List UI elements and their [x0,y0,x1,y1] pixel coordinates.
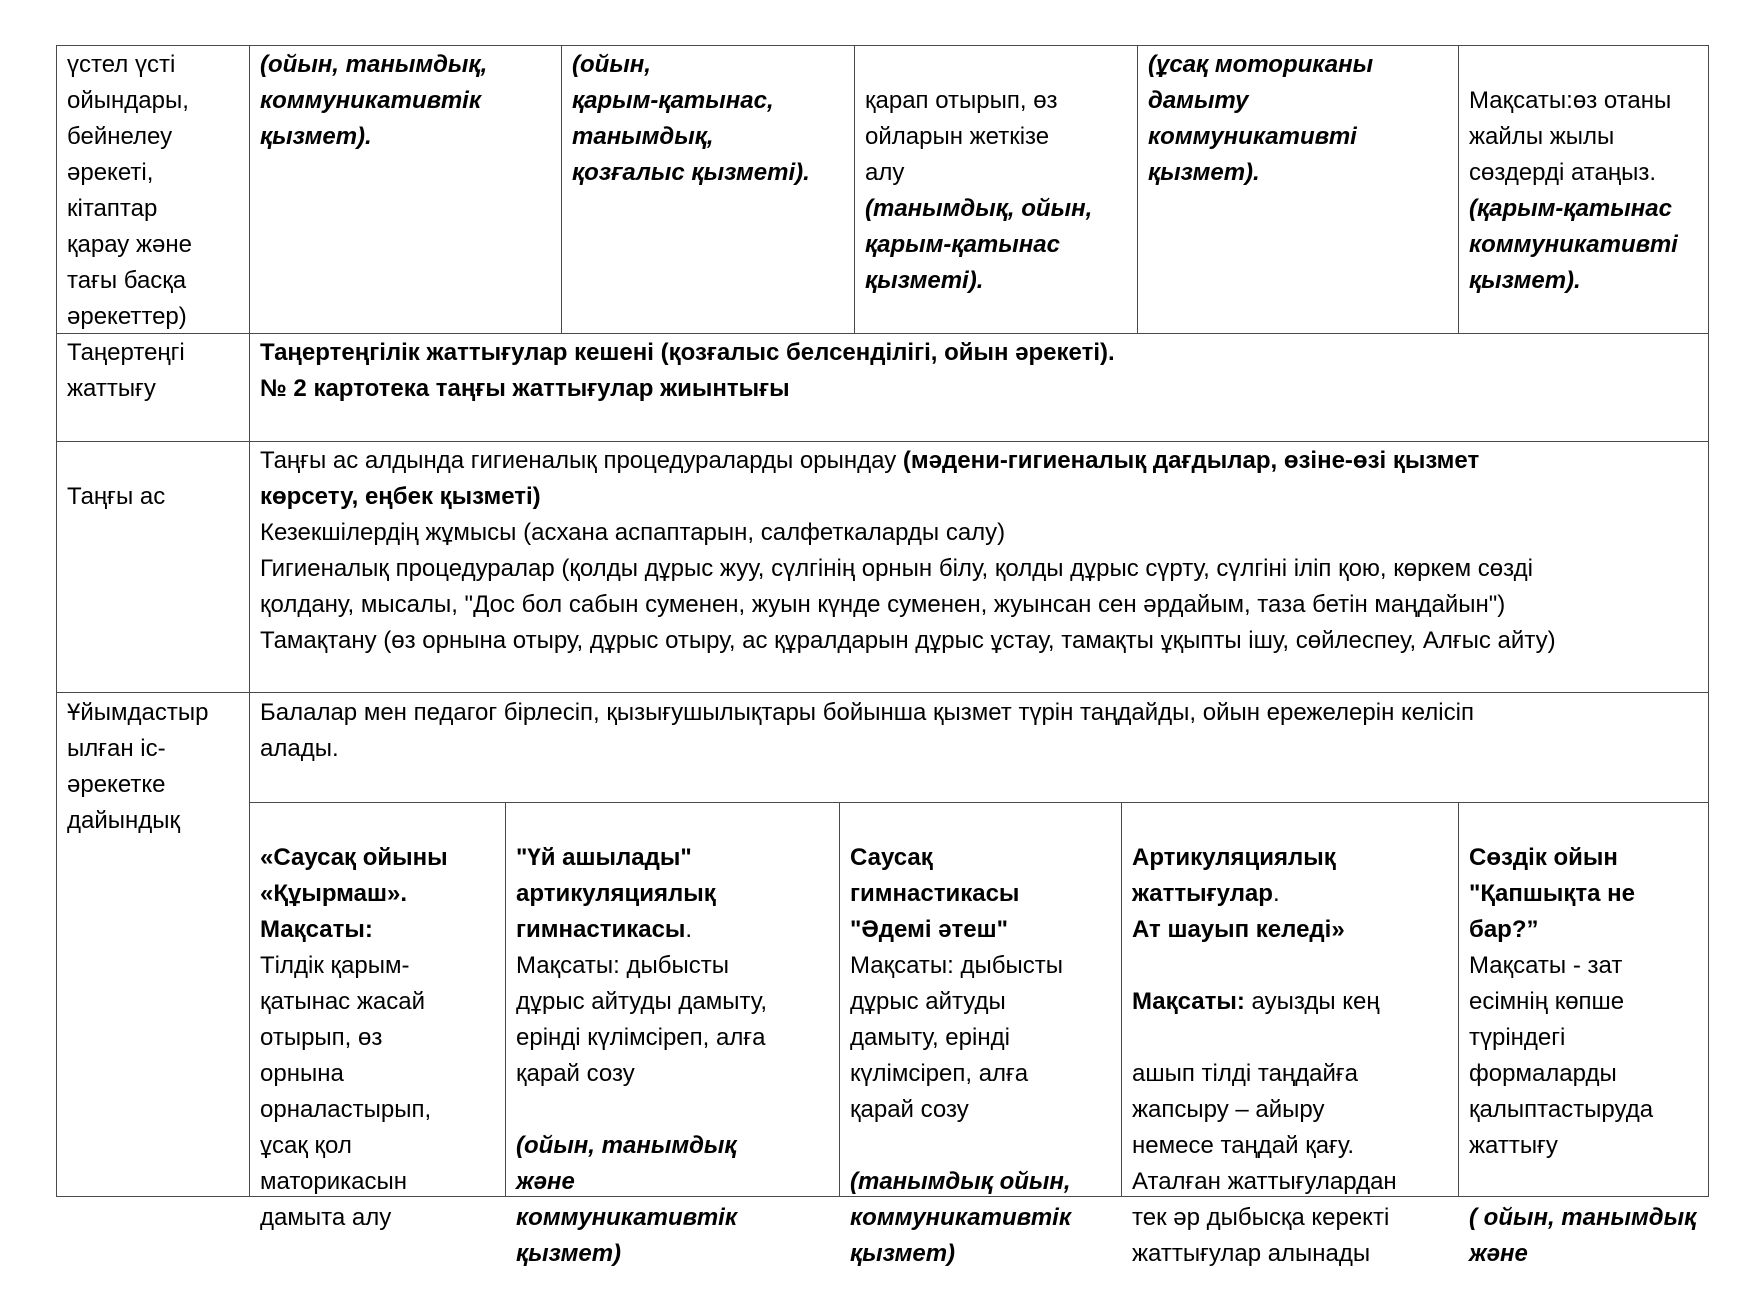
prep-activity-4-goal-start: ауызды кең [1244,988,1380,1015]
prep-activity-1-title: «Саусақ ойыны «Құырмаш». Мақсаты: [260,844,448,943]
breakfast-line-2: көрсету, еңбек қызметі) [260,483,541,510]
activity-3-tags: (танымдық, ойын, қарым-қатынас қызметі). [865,195,1093,294]
column-divider [839,802,840,1196]
prep-activity-4-goal-label: Мақсаты: [1132,988,1245,1015]
label-column-divider [249,45,250,1197]
row-label-preparation: Ұйымдастыр ылған іс- әрекетке дайындық [67,699,209,834]
row-label-exercise: Таңертеңгі жаттығу [67,339,185,402]
prep-activity-2-title: "Үй ашылады" артикуляциялық гимнастикасы [516,844,716,943]
subtable-divider [249,802,1708,803]
exercise-line-1: Таңертеңгілік жаттығулар кешені (қозғалыс белсенділігі, ойын әрекеті). [260,339,1115,366]
prep-activity-5-text: Мақсаты - зат есімнің көпше түріндегі формаларды қалыптастыруда жаттығу [1469,952,1654,1159]
table-border-right [1708,45,1709,1197]
column-divider [1458,802,1459,1196]
exercise-line-2: № 2 картотека таңғы жаттығулар жиынтығы [260,375,790,402]
row-divider [56,441,1708,442]
breakfast-procedure-text: Таңғы ас алдында гигиеналық процедураларды орындау [260,447,903,474]
prep-activity-4-title: Артикуляциялық жаттығулар [1132,844,1336,907]
breakfast-line-1 [260,443,1479,479]
prep-activity-4 [1132,804,1397,1308]
prep-activity-4-subtitle: Ат шауып келеді» [1132,916,1345,943]
row-label-activities: үстел үсті ойындары, бейнелеу әрекеті, кітаптар қарау және тағы басқа әрекеттер) [67,51,192,330]
cell-activity-2: (ойын, қарым-қатынас, танымдық, қозғалыс қызметі). [572,51,810,186]
prep-activity-4-text: ашып тілді таңдайға жапсыру – айыру немесе таңдай қағу. Аталған жаттығулардан тек әр дыбысқа керекті жаттығулар алынады [1132,1060,1397,1267]
breakfast-line-3: Кезекшілердің жұмысы (асхана аспаптарын, салфеткаларды салу) [260,519,1006,546]
prep-activity-2-text: Мақсаты: дыбысты дұрыс айтуды дамыту, ерінді күлімсіреп, алға қарай созу [516,952,768,1087]
breakfast-line-4: Гигиеналық процедуралар (қолды дұрыс жуу, сүлгінің орнын білу, қолды дұрыс сүрту, сүлгіні іліп қою, көркем сөзді [260,555,1533,582]
prep-activity-5-title: Сөздік ойын "Қапшықта не бар?” [1469,844,1635,943]
column-divider [854,45,855,333]
column-divider [1137,45,1138,333]
row-label-breakfast: Таңғы ас [67,483,166,510]
prep-activity-1-text: Тілдік қарым- қатынас жасай отырып, өз орнына орналастырып, ұсақ қол маторикасын дамыта алу [260,952,432,1231]
prep-activity-2 [516,804,767,1308]
prep-activity-3 [850,804,1071,1308]
prep-activity-3-text: Мақсаты: дыбысты дұрыс айтуды дамыту, ерінді күлімсіреп, алға қарай созу [850,952,1063,1123]
column-divider [505,802,506,1196]
prep-activity-5 [1469,804,1696,1308]
cell-activity-1: (ойын, танымдық, коммуникативтік қызмет). [260,51,488,150]
activity-5-tags: (қарым-қатынас коммуникативті қызмет). [1469,195,1678,294]
prep-activity-1 [260,804,448,1272]
cell-activity-4: (ұсақ моториканы дамыту коммуникативті қызмет). [1148,51,1374,186]
breakfast-line-5: қолдану, мысалы, "Дос бол сабын суменен, жуын күнде суменен, жуынсан сен әрдайым, таза бетін маңдайын") [260,591,1506,618]
breakfast-procedure-tags: (мәдени-гигиеналық дағдылар, өзіне-өзі қызмет [902,447,1480,474]
breakfast-line-6: Тамақтану (өз орнына отыру, дұрыс отыру, ас құралдарын дұрыс ұстау, тамақты ұқыпты ішу, сөйлеспеу, Алғыс айту) [260,627,1556,654]
column-divider [561,45,562,333]
prep-activity-2-dot: . [685,916,693,943]
activity-5-text: Мақсаты:өз отаны жайлы жылы сөздерді атаңыз. [1469,87,1672,186]
prep-activity-4-goal [1132,984,1397,1020]
prep-activity-3-title: Саусақ гимнастикасы "Әдемі әтеш" [850,844,1020,943]
prep-activity-5-tags: ( ойын, танымдық және [1469,1204,1697,1267]
activity-3-text: қарап отырып, өз ойларын жеткізе алу [865,87,1058,186]
cell-activity-3 [865,47,1092,335]
preparation-intro: Балалар мен педагог бірлесіп, қызығушылықтары бойынша қызмет түрін таңдайды, ойын ережелерін келісіп алады. [260,699,1474,762]
column-divider [1458,45,1459,333]
row-divider [56,692,1708,693]
column-divider [1121,802,1122,1196]
prep-activity-2-tags: (ойын, танымдық және коммуникативтік қызмет) [516,1132,737,1267]
prep-activity-4-dot: . [1272,880,1280,907]
cell-activity-5 [1469,47,1678,335]
table-border-left [56,45,57,1197]
prep-activity-3-tags: (танымдық ойын, коммуникативтік қызмет) [850,1168,1071,1267]
table-border-top [56,45,1708,46]
